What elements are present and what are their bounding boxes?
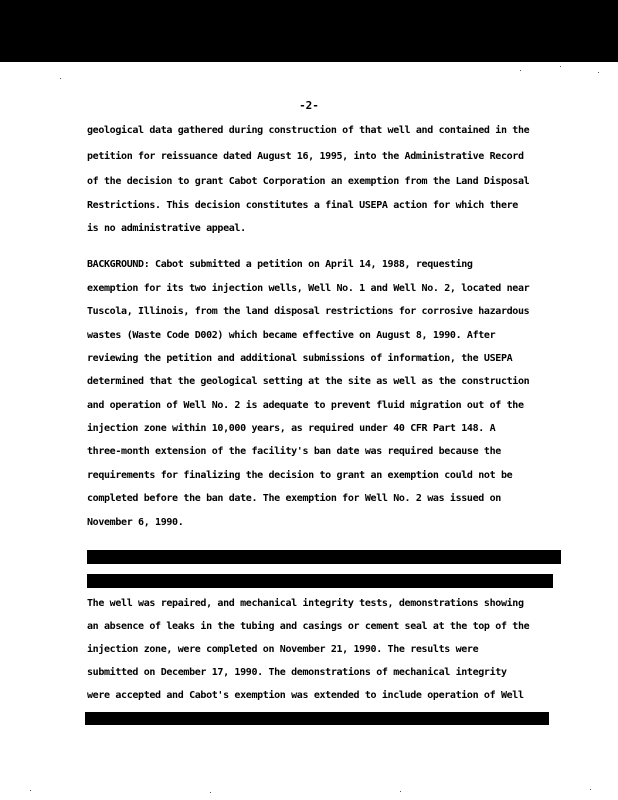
scan-speck: [60, 78, 61, 79]
redaction-bar: [87, 550, 561, 564]
paragraph-1-line: Restrictions. This decision constitutes a final USEPA action for which there: [87, 200, 518, 211]
page-number: -2-: [299, 99, 319, 112]
paragraph-2-line: Tuscola, Illinois, from the land disposal restrictions for corrosive hazardous: [87, 306, 530, 317]
redaction-bar: [87, 574, 553, 588]
paragraph-2-line: BACKGROUND: Cabot submitted a petition on April 14, 1988, requesting: [87, 259, 473, 270]
paragraph-2-line: determined that the geological setting at the site as well as the construction: [87, 376, 530, 387]
scan-speck: [560, 66, 561, 67]
paragraph-3-line: injection zone, were completed on November 21, 1990. The results were: [87, 644, 479, 655]
paragraph-3-line: an absence of leaks in the tubing and casings or cement seal at the top of the: [87, 621, 530, 632]
paragraph-1-line: geological data gathered during construction of that well and contained in the: [87, 125, 530, 136]
paragraph-2-line: reviewing the petition and additional submissions of information, the USEPA: [87, 353, 513, 364]
scan-speck: [598, 72, 599, 73]
paragraph-2-line: wastes (Waste Code D002) which became effective on August 8, 1990. After: [87, 330, 496, 341]
scan-speck: [30, 790, 31, 791]
scan-speck: [520, 70, 521, 71]
scan-speck: [590, 789, 591, 790]
paragraph-2-line: November 6, 1990.: [87, 517, 184, 528]
paragraph-2-line: completed before the ban date. The exemption for Well No. 2 was issued on: [87, 493, 501, 504]
paragraph-3-line: The well was repaired, and mechanical integrity tests, demonstrations showing: [87, 598, 524, 609]
scan-speck: [210, 792, 211, 793]
paragraph-3-line: submitted on December 17, 1990. The demonstrations of mechanical integrity: [87, 667, 507, 678]
top-redaction-bar: [0, 0, 618, 62]
paragraph-2-line: and operation of Well No. 2 is adequate to prevent fluid migration out of the: [87, 400, 524, 411]
paragraph-2-line: exemption for its two injection wells, Well No. 1 and Well No. 2, located near: [87, 283, 530, 294]
paragraph-2-line: requirements for finalizing the decision to grant an exemption could not be: [87, 470, 513, 481]
paragraph-1-line: petition for reissuance dated August 16, 1995, into the Administrative Record: [87, 151, 524, 162]
paragraph-1-line: of the decision to grant Cabot Corporation an exemption from the Land Disposal: [87, 176, 530, 187]
scan-speck: [400, 791, 401, 792]
redaction-bar: [85, 712, 549, 725]
paragraph-2-line: injection zone within 10,000 years, as required under 40 CFR Part 148. A: [87, 423, 496, 434]
paragraph-3-line: were accepted and Cabot's exemption was extended to include operation of Well: [87, 690, 524, 701]
paragraph-1-line: is no administrative appeal.: [87, 223, 246, 234]
paragraph-2-line: three-month extension of the facility's ban date was required because the: [87, 446, 501, 457]
